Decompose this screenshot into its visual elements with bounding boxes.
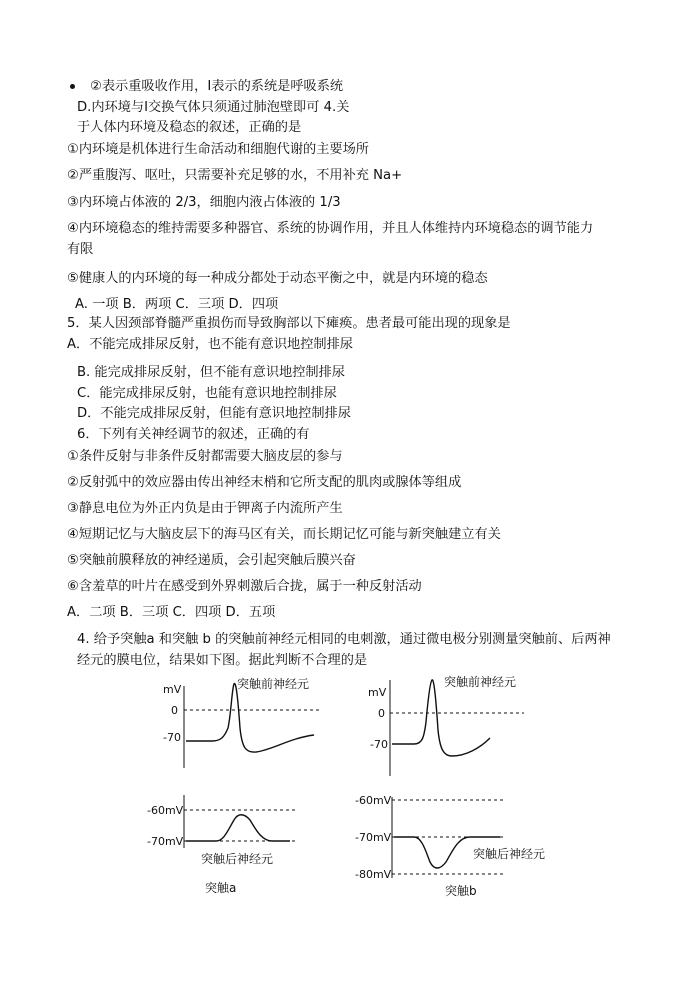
text-line-4: ①内环境是机体进行生命活动和细胞代谢的主要场所 — [67, 142, 369, 157]
post-a-minus60mv: -60mV — [147, 804, 184, 817]
pre-b-unit: mV — [368, 686, 387, 699]
text-line-9: ⑤健康人的内环境的每一种成分都处于动态平衡之中，就是内环境的稳态 — [67, 271, 488, 286]
option-5b: B. 能完成排尿反射，但不能有意识地控制排尿 — [77, 365, 345, 380]
option-5c: C．能完成排尿反射，也能有意识地控制排尿 — [77, 386, 337, 401]
statement-6-4: ④短期记忆与大脑皮层下的海马区有关，而长期记忆可能与新突触建立有关 — [67, 527, 501, 542]
statement-6-2: ②反射弧中的效应器由传出神经末梢和它所支配的肌肉或腺体等组成 — [67, 475, 462, 490]
pre-b-minus70: -70 — [370, 738, 388, 751]
pre-neuron-plot-b — [368, 674, 524, 776]
text-line-8: 有限 — [67, 242, 94, 257]
synapse-b-label: 突触b — [445, 884, 477, 898]
question-4b-cont: 经元的膜电位，结果如下图。据此判断不合理的是 — [77, 653, 368, 668]
post-neuron-plot-b — [355, 794, 545, 898]
question-5: 5．某人因颈部脊髓严重损伤而导致胸部以下瘫痪。患者最可能出现的现象是 — [67, 316, 511, 331]
text-line-2: D.内环境与Ⅰ交换气体只须通过肺泡壁即可 4.关 — [77, 100, 350, 115]
statement-6-5: ⑤突触前膜释放的神经递质，会引起突触后膜兴奋 — [67, 553, 356, 568]
statement-6-6: ⑥含羞草的叶片在感受到外界刺激后合拢，属于一种反射活动 — [67, 579, 422, 594]
question-6: 6．下列有关神经调节的叙述，正确的有 — [77, 427, 310, 442]
synapse-a-label: 突触a — [205, 881, 237, 895]
post-a-minus70mv: -70mV — [147, 835, 184, 848]
pre-neuron-plot-a — [163, 676, 322, 768]
post-b-minus70mv: -70mV — [355, 831, 392, 844]
option-5a: A．不能完成排尿反射，也不能有意识地控制排尿 — [67, 337, 353, 352]
post-a-title: 突触后神经元 — [201, 852, 274, 866]
text-line-5: ②严重腹泻、呕吐，只需要补充足够的水，不用补充 Na+ — [67, 168, 403, 183]
text-line-7: ④内环境稳态的维持需要多种器官、系统的协调作用，并且人体维持内环境稳态的调节能力 — [67, 221, 594, 236]
statement-6-3: ③静息电位为外正内负是由于钾离子内流所产生 — [67, 501, 343, 516]
post-neuron-plot-a — [147, 795, 296, 895]
text-line-3: 于人体内环境及稳态的叙述，正确的是 — [77, 120, 302, 135]
post-b-minus80mv: -80mV — [355, 868, 392, 881]
pre-a-minus70: -70 — [163, 731, 181, 744]
pre-a-title: 突触前神经元 — [237, 677, 310, 691]
text-line-6: ③内环境占体液的 2/3，细胞内液占体液的 1/3 — [67, 195, 341, 210]
post-b-title: 突触后神经元 — [473, 847, 546, 861]
option-5d: D．不能完成排尿反射，但能有意识地控制排尿 — [77, 406, 351, 421]
pre-b-zero: 0 — [378, 707, 385, 720]
pre-b-title: 突触前神经元 — [444, 675, 517, 689]
text-line-1: ②表示重吸收作用，Ⅰ表示的系统是呼吸系统 — [90, 79, 344, 94]
answer-options-q6: A．二项 B．三项 C．四项 D．五项 — [67, 605, 276, 620]
pre-a-zero: 0 — [171, 704, 178, 717]
pre-a-unit: mV — [163, 683, 182, 696]
answer-options-q4: A. 一项 B．两项 C．三项 D．四项 — [75, 297, 279, 312]
question-4b: 4. 给予突触a 和突触 b 的突触前神经元相同的电刺激，通过微电极分别测量突触前、后两神 — [77, 632, 611, 647]
statement-6-1: ①条件反射与非条件反射都需要大脑皮层的参与 — [67, 449, 343, 464]
post-b-minus60mv: -60mV — [355, 794, 392, 807]
